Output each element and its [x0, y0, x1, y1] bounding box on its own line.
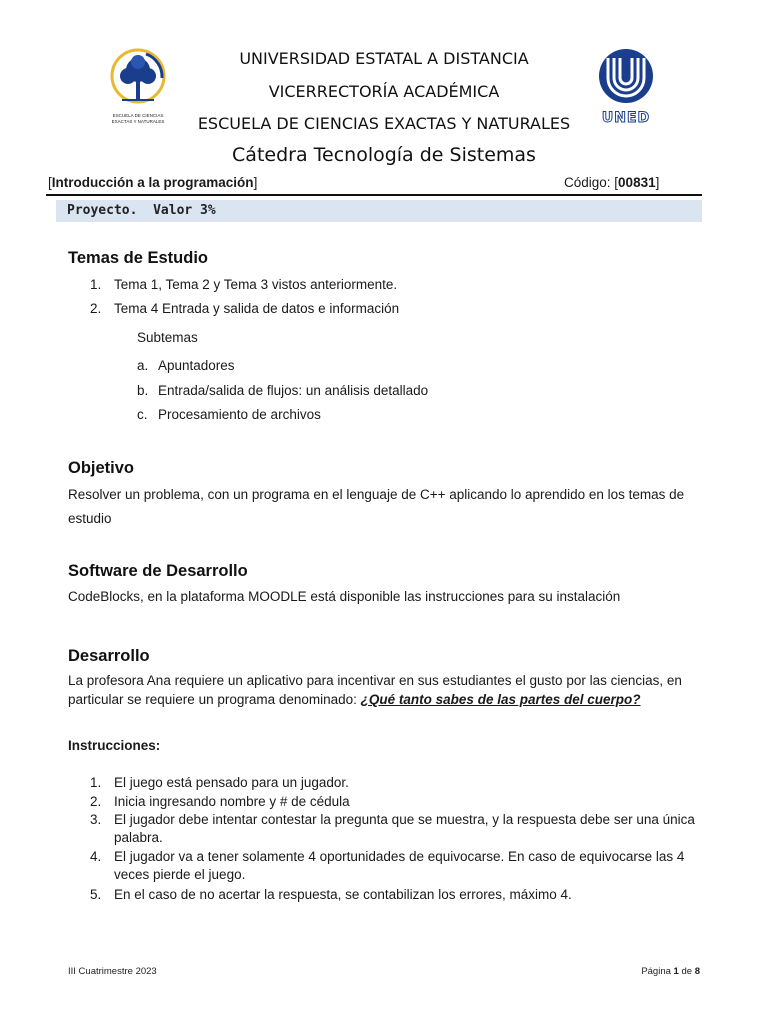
- temas-item-2-text: Tema 4 Entrada y salida de datos e información: [114, 301, 400, 316]
- instruccion-3-cont: palabra.: [114, 830, 163, 845]
- header-rule: [46, 194, 702, 196]
- footer-page: [641, 966, 700, 977]
- instruccion-4-num: 4.: [90, 849, 102, 864]
- course-code: 00831: [618, 175, 656, 190]
- temas-item-1-text: Tema 1, Tema 2 y Tema 3 vistos anteriormente.: [114, 277, 398, 292]
- footer-term: III Cuatrimestre 2023: [68, 966, 157, 977]
- instruccion-5-text: En el caso de no acertar la respuesta, se contabilizan los errores, máximo 4.: [114, 887, 572, 902]
- objetivo-line-1: Resolver un problema, con un programa en el lenguaje de C++ aplicando lo aprendido en los temas de: [68, 487, 685, 502]
- subtema-a-num: a.: [137, 358, 149, 373]
- temas-item-1-num: 1.: [90, 277, 102, 292]
- instruccion-4-text: El jugador va a tener solamente 4 oportunidades de equivocarse. En caso de equivocarse las 4: [114, 849, 685, 864]
- of-label: de: [678, 966, 695, 977]
- instruccion-1: [90, 774, 349, 792]
- escuela-logo-text-2: EXACTAS Y NATURALES: [111, 119, 165, 124]
- page-label: Página: [641, 966, 674, 977]
- instruccion-3-text: El jugador debe intentar contestar la pregunta que se muestra, y la respuesta debe ser una única: [114, 812, 695, 827]
- temas-heading: Temas de Estudio: [68, 249, 208, 267]
- subtema-a-text: Apuntadores: [158, 358, 235, 373]
- page-number: 1: [673, 966, 679, 977]
- escuela-name: ESCUELA DE CIENCIAS EXACTAS Y NATURALES: [197, 114, 571, 133]
- catedra-title: Cátedra Tecnología de Sistemas: [232, 144, 536, 166]
- bracket-close: ]: [253, 175, 258, 190]
- temas-item-2-num: 2.: [90, 301, 102, 316]
- instruccion-2-num: 2.: [90, 794, 102, 809]
- subtemas-label: Subtemas: [137, 330, 198, 345]
- course-name: Introducción a la programación: [51, 175, 254, 190]
- desarrollo-heading: Desarrollo: [68, 647, 150, 665]
- software-heading: Software de Desarrollo: [68, 562, 248, 580]
- uned-wordmark: UNED: [601, 110, 651, 126]
- instruccion-2-text: Inicia ingresando nombre y # de cédula: [114, 794, 350, 809]
- objetivo-heading: Objetivo: [68, 459, 135, 477]
- page-total: 8: [694, 966, 700, 977]
- subtema-a: [137, 357, 235, 375]
- temas-item-1: [90, 276, 397, 294]
- subtema-c-num: c.: [137, 407, 148, 422]
- software-text: CodeBlocks, en la plataforma MOODLE está disponible las instrucciones para su instalación: [68, 589, 621, 604]
- code-label: Código: [: [564, 175, 619, 190]
- instruccion-3-num: 3.: [90, 812, 102, 827]
- desarrollo-line-2: [68, 691, 641, 709]
- bracket-open: [: [48, 175, 52, 190]
- subtema-c-text: Procesamiento de archivos: [158, 407, 321, 422]
- code-close: ]: [655, 175, 660, 190]
- objetivo-line-2: estudio: [68, 511, 112, 526]
- instruccion-3: [90, 811, 695, 829]
- instruccion-5-num: 5.: [90, 887, 102, 902]
- instruccion-2: [90, 793, 350, 811]
- instruccion-5: [90, 886, 572, 904]
- university-name: UNIVERSIDAD ESTATAL A DISTANCIA: [239, 49, 529, 68]
- subtema-b-text: Entrada/salida de flujos: un análisis detallado: [158, 383, 429, 398]
- instruccion-4-cont: veces pierde el juego.: [114, 867, 246, 882]
- course-code-line: [564, 175, 659, 190]
- subtema-b: [137, 382, 428, 400]
- desarrollo-line-1: La profesora Ana requiere un aplicativo para incentivar en sus estudiantes el gusto por las ciencias, en: [68, 673, 682, 688]
- subtema-b-num: b.: [137, 383, 149, 398]
- program-name: ¿Qué tanto sabes de las partes del cuerpo?: [360, 692, 641, 707]
- desarrollo-line-2-text: particular se requiere un programa denominado:: [68, 692, 361, 707]
- temas-item-2: [90, 300, 399, 318]
- instruccion-4: [90, 848, 684, 866]
- vicerrectoria-name: VICERRECTORÍA ACADÉMICA: [268, 82, 500, 101]
- course-name-line: [48, 175, 257, 190]
- subtema-c: [137, 406, 321, 424]
- instrucciones-heading: Instrucciones:: [68, 738, 161, 753]
- escuela-logo-text-1: ESCUELA DE CIENCIAS: [112, 113, 164, 118]
- project-value: Proyecto. Valor 3%: [67, 203, 216, 218]
- instruccion-1-num: 1.: [90, 775, 102, 790]
- instruccion-1-text: El juego está pensado para un jugador.: [114, 775, 349, 790]
